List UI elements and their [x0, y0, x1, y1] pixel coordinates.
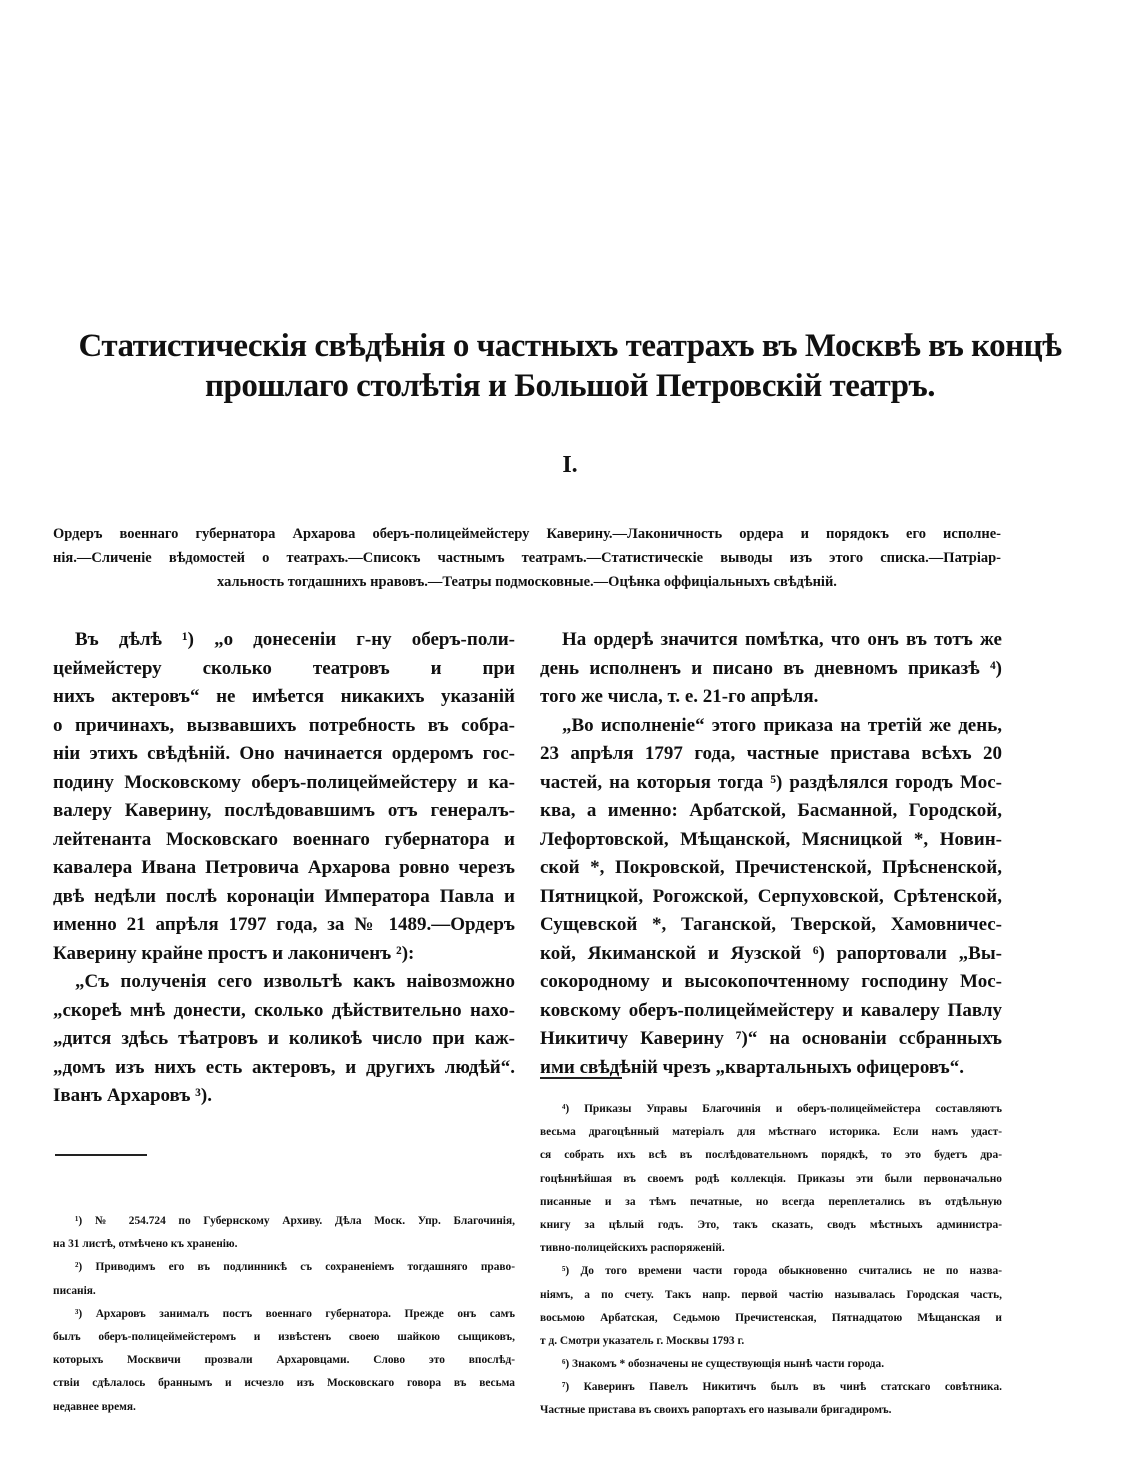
footnote — [540, 1376, 1002, 1422]
section-number: I. — [562, 452, 578, 478]
footnote-line: книгу за цѣлый годъ. Это, такъ сказать, сводъ мѣстныхъ администра- — [540, 1218, 1002, 1231]
text-line: подину Московскому оберъ-полицеймейстеру и ка- — [53, 771, 515, 793]
footnote-line: ствіи сдѣлалось браннымъ и исчезло изъ Московскаго говора въ весьма — [53, 1377, 515, 1390]
text-line: кой, Якиманской и Яузской ⁶) рапортовали „Вы- — [540, 942, 1002, 964]
text-line: того же числа, т. е. 21-го апрѣля. — [540, 686, 819, 707]
text-line: „Съ полученія сего извольтѣ какъ наівозможно — [75, 971, 515, 992]
footnote — [540, 1353, 1002, 1376]
footnotes-right — [540, 1098, 1002, 1423]
text-line: „Во исполненіе“ этого приказа на третій же день, — [562, 714, 1002, 736]
footnote-line: гоцѣннѣйшая въ своемъ родѣ коллекція. Приказы эти были первоначально — [540, 1172, 1002, 1185]
text-line: Никитичу Каверину ⁷)“ на основаніи ссбранныхъ — [540, 1028, 1002, 1049]
footnote — [540, 1260, 1002, 1353]
right-column — [540, 626, 1002, 1082]
text-line: именно 21 апрѣля 1797 года, за № 1489.—Ордеръ — [53, 914, 515, 935]
footnote-line: ²) Приводимъ его въ подлинникѣ съ сохраненіемъ тогдашняго право- — [75, 1261, 515, 1274]
footnote-line: которыхъ Москвичи прозвали Архаровцами. Слово это впослѣд- — [53, 1354, 515, 1367]
text-line: лейтенанта Московскаго военнаго губернатора и — [53, 828, 515, 850]
text-line: ква, а именно: Арбатской, Басманной, Городской, — [540, 800, 1002, 821]
footnote-line: весьма драгоцѣнный матеріалъ для мѣстнаго историка. Если намъ удаст- — [540, 1126, 1002, 1139]
text-line: Пятницкой, Рогожской, Серпуховской, Срѣтенской, — [540, 885, 1002, 907]
footnote — [540, 1098, 1002, 1260]
footnote-line: на 31 листѣ, отмѣчено къ храненію. — [53, 1238, 238, 1251]
chapter-summary — [53, 522, 1001, 594]
footnote-line: ніямъ, а по счету. Такъ напр. первой частію называлась Городская часть, — [540, 1288, 1002, 1301]
footnote-line: былъ оберъ-полицеймейстеромъ и извѣстенъ своею шайкою сыщиковъ, — [53, 1330, 515, 1343]
summary-line: Ордеръ военнаго губернатора Архарова оберъ-полицеймейстеру Каверину.—Лаконичность ордера и порядокъ его исполне- — [53, 526, 1001, 542]
footnote-line: ⁴) Приказы Управы Благочинія и оберъ-полицеймейстера составляютъ — [562, 1103, 1002, 1115]
text-line: Въ дѣлѣ ¹) „о донесеніи г-ну оберъ-поли- — [75, 629, 515, 650]
footnote-line: недавнее время. — [53, 1400, 136, 1413]
footnote-line: тивно-полицейскихъ распоряженій. — [540, 1242, 725, 1255]
footnote-line: писанія. — [53, 1284, 96, 1297]
footnote-line: ³) Архаровъ занималъ постъ военнаго губернатора. Прежде онъ самъ — [75, 1307, 515, 1320]
footnote-divider — [540, 1077, 622, 1079]
footnote-line: ⁷) Каверинъ Павелъ Никитичъ былъ въ чинѣ статскаго совѣтника. — [562, 1381, 1002, 1394]
text-line: „дится здѣсь тѣатровъ и коликоѣ число при каж- — [53, 1028, 515, 1049]
paragraph — [540, 712, 1002, 1083]
text-line: 23 апрѣля 1797 года, частные пристава всѣхъ 20 — [540, 743, 1002, 764]
footnotes-left — [53, 1210, 515, 1419]
text-line: нихъ актеровъ“ не имѣется никакихъ указаній — [53, 686, 515, 707]
footnote-line: писанные и за тѣмъ печатные, но всегда переплетались въ отдѣльную — [540, 1195, 1002, 1208]
footnote-divider — [55, 1154, 147, 1156]
text-line: о причинахъ, вызвавшихъ потребность въ собра- — [53, 714, 515, 736]
paragraph — [53, 626, 515, 968]
footnote-line: т д. Смотри указатель г. Москвы 1793 г. — [540, 1334, 745, 1347]
footnote-line: ся собрать ихъ всѣ въ послѣдовательномъ порядкѣ, то это будетъ дра- — [540, 1149, 1002, 1162]
paragraph — [540, 626, 1002, 712]
footnote-line: ¹) № 254.724 по Губернскому Архиву. Дѣла Моск. Упр. Благочинія, — [75, 1215, 515, 1227]
footnote-line: ⁶) Знакомъ * обозначены не существующія нынѣ части города. — [562, 1358, 885, 1371]
text-line: ими свѣдѣній чрезъ „квартальныхъ офицеровъ“. — [540, 1056, 965, 1078]
text-line: Сущевской *, Таганской, Тверской, Хамовничес- — [540, 914, 1002, 935]
text-line: частей, на которыя тогда ⁵) раздѣлялся городъ Мос- — [540, 771, 1002, 793]
article-title-line-1: Статистическія свѣдѣнія о частныхъ театрахъ въ Москвѣ въ концѣ — [78, 328, 1062, 364]
text-line: ской *, Покровской, Пречистенской, Прѣсненской, — [540, 857, 1002, 878]
text-line: Лефортовской, Мѣщанской, Мясницкой *, Новин- — [540, 828, 1002, 850]
text-line: день исполненъ и писано въ дневномъ приказѣ ⁴) — [540, 657, 1002, 679]
text-line: двѣ недѣли послѣ коронаціи Императора Павла и — [53, 885, 515, 907]
footnote-line: Частные пристава въ своихъ рапортахъ его называли бригадиромъ. — [540, 1404, 892, 1417]
text-line: ніи этихъ свѣдѣній. Оно начинается ордеромъ гос- — [53, 743, 515, 764]
text-line: „домъ изъ нихъ есть актеровъ, и другихъ людѣй“. — [53, 1056, 515, 1078]
text-line: „скорeѣ мнѣ донести, сколько дѣйствительно нахо- — [53, 999, 515, 1021]
footnote — [53, 1303, 515, 1419]
left-column — [53, 626, 515, 1111]
footnote — [53, 1210, 515, 1256]
footnote-line: восьмою Арбатская, Седьмою Пречистенская, Пятнадцатою Мѣщанская и — [540, 1311, 1002, 1324]
article-title-line-2: прошлаго столѣтія и Большой Петровскій театръ. — [205, 368, 935, 404]
summary-line: нія.—Сличеніе вѣдомостей о театрахъ.—Списокъ частнымъ театрамъ.—Статистическіе выводы изъ этого списка.—Патріар- — [53, 550, 1001, 566]
summary-line: хальность тогдашнихъ нравовъ.—Театры подмосковные.—Оцѣнка оффиціальныхъ свѣдѣній. — [217, 574, 837, 590]
text-line: сокородному и высокопочтенному господину Мос- — [540, 971, 1002, 992]
paragraph — [53, 968, 515, 1111]
footnote-line: ⁵) До того времени части города обыкновенно считались не по назва- — [562, 1265, 1002, 1278]
footnote — [53, 1256, 515, 1302]
text-line: кавалера Ивана Петровича Архарова ровно черезъ — [53, 857, 515, 878]
text-line: Іванъ Архаровъ ³). — [53, 1085, 212, 1106]
text-line: Каверину крайне простъ и лакониченъ ²): — [53, 942, 415, 964]
text-line: цеймейстеру сколько театровъ и при — [53, 657, 515, 679]
text-line: ковскому оберъ-полицеймейстеру и кавалеру Павлу — [540, 999, 1002, 1021]
text-line: На ордерѣ значится помѣтка, что онъ въ тотъ же — [562, 629, 1002, 650]
text-line: валеру Каверину, послѣдовавшимъ отъ генералъ- — [53, 800, 515, 821]
